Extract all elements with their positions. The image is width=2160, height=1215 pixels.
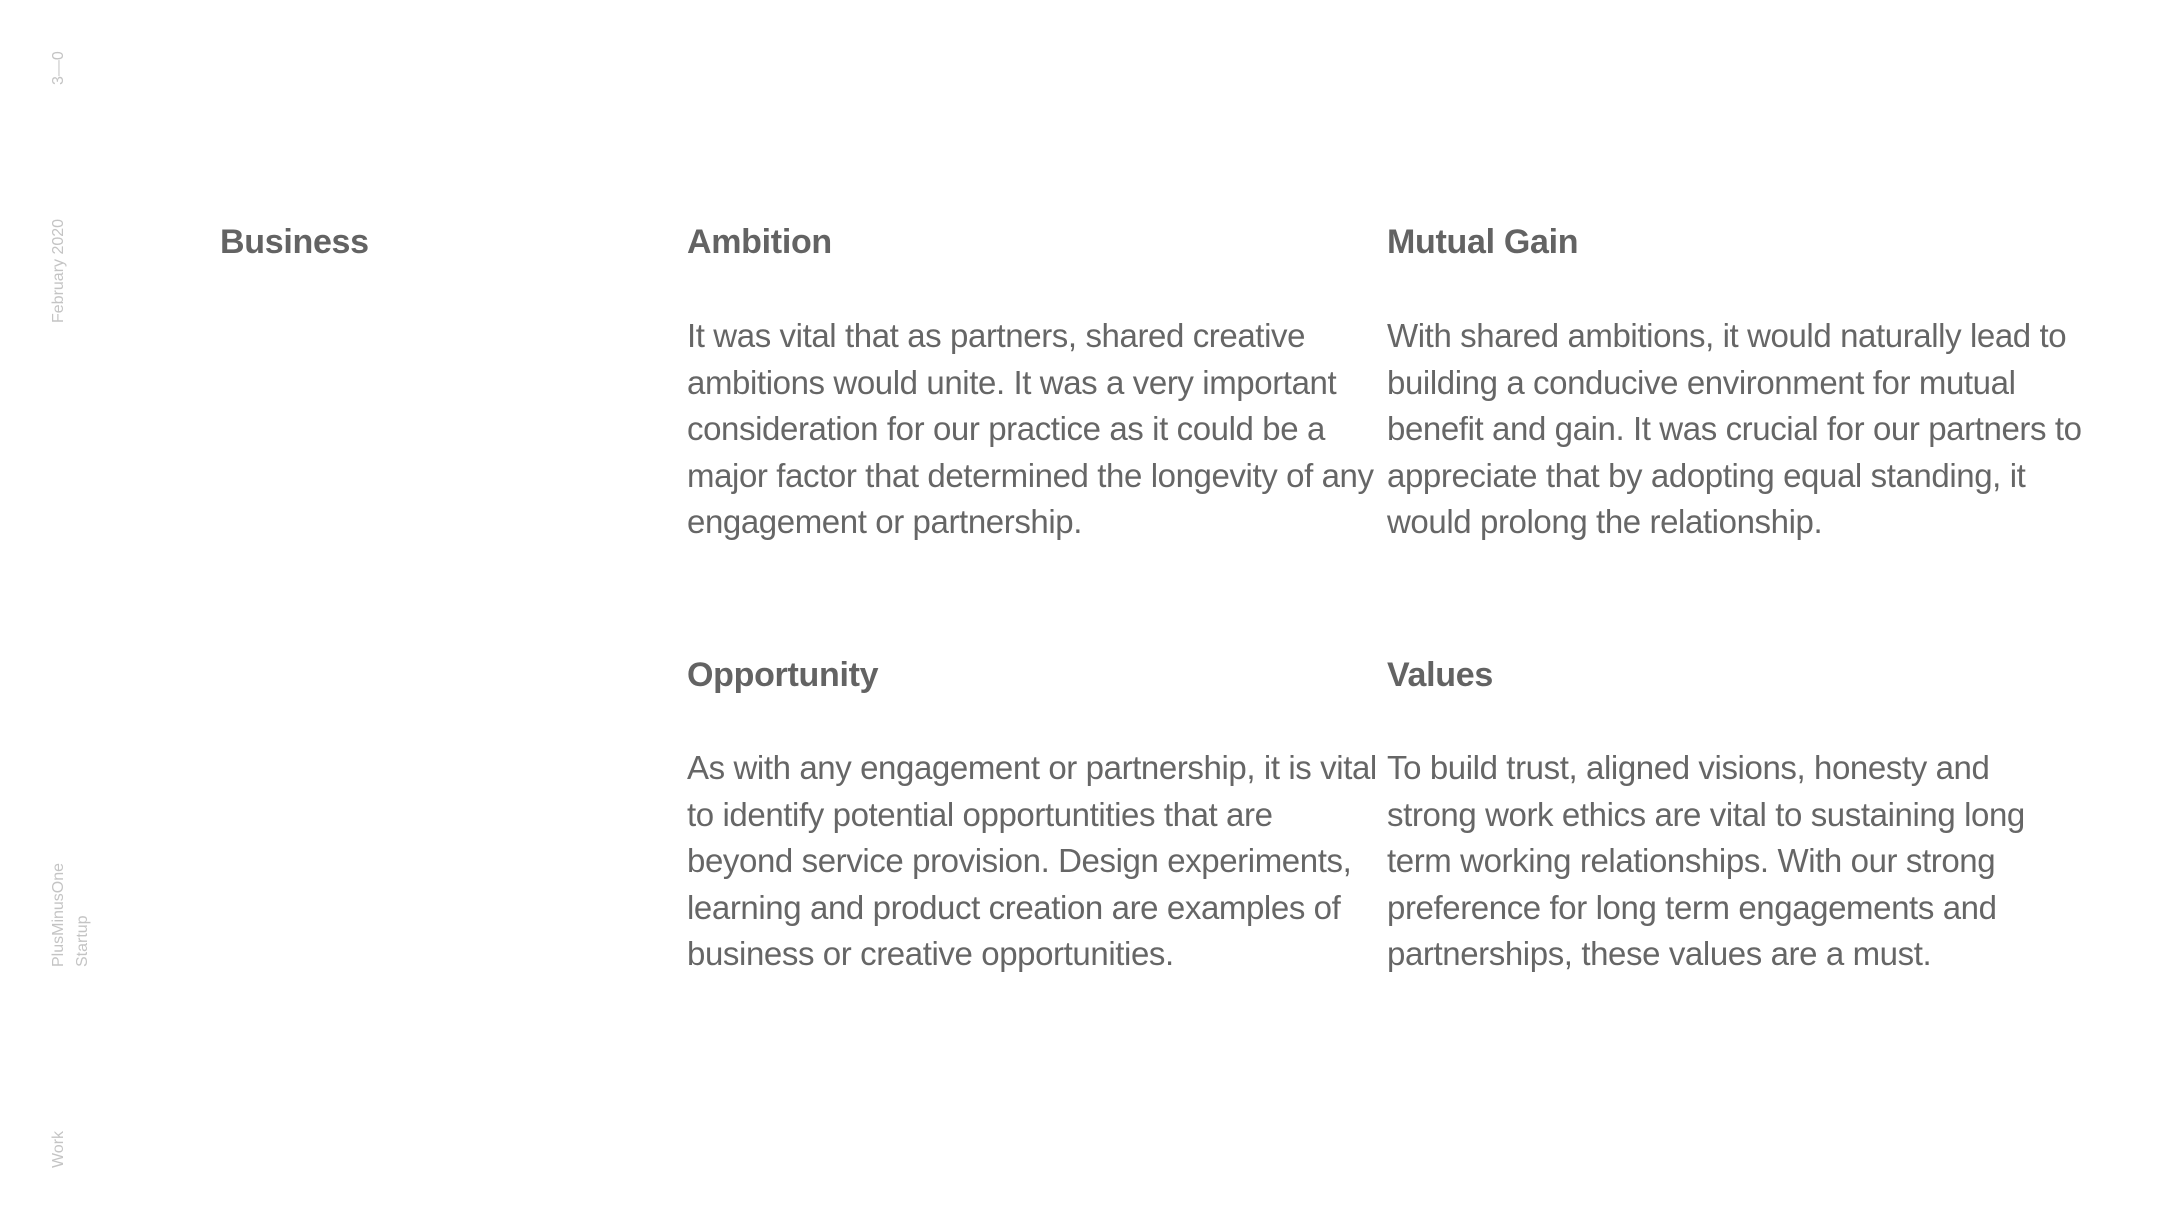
mutual-gain-paragraph: With shared ambitions, it would naturally lead to building a conducive environment for mutual benefit and gain. It was crucial for our partners to appreciate that by adopting equal standing, it would prolong the relationship. bbox=[1387, 317, 2082, 540]
page-number: 3—0 bbox=[50, 51, 67, 85]
client-name: PlusMinusOne bbox=[50, 862, 67, 967]
document-date: February 2020 bbox=[50, 218, 67, 323]
values-heading: Values bbox=[1387, 656, 1493, 694]
opportunity-paragraph: As with any engagement or partnership, it is vital to identify potential opportuntities that are beyond service provision. Design experiments, learning and product creation are examples of business or creative opportunities. bbox=[687, 749, 1377, 972]
client-type: Startup bbox=[74, 915, 91, 967]
section-label: Work bbox=[50, 1130, 67, 1168]
opportunity-heading: Opportunity bbox=[687, 656, 879, 694]
values-paragraph: To build trust, aligned visions, honesty and strong work ethics are vital to sustaining long term working relationships. With our strong preference for long term engagements and partnerships, these values are a must. bbox=[1387, 749, 2025, 972]
client-info bbox=[47, 863, 95, 967]
ambition-paragraph: It was vital that as partners, shared creative ambitions would unite. It was a very important consideration for our practice as it could be a major factor that determined the longevity of any engagement or partnership. bbox=[687, 317, 1374, 540]
mutual-gain-heading: Mutual Gain bbox=[1387, 223, 1579, 261]
ambition-heading: Ambition bbox=[687, 223, 832, 261]
section-title: Business bbox=[220, 223, 369, 261]
